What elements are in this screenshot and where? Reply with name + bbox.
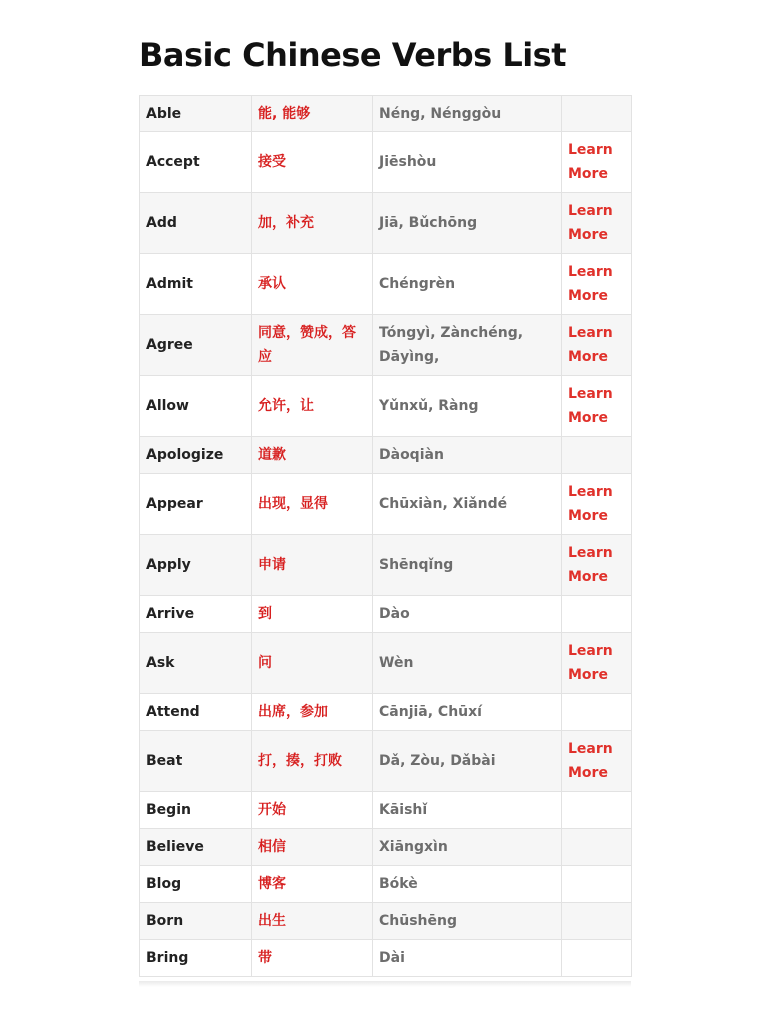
chinese-cell: 道歉 xyxy=(252,437,373,474)
learn-more-link[interactable]: Learn More xyxy=(562,193,632,254)
table-row xyxy=(140,866,632,903)
english-cell: Bring xyxy=(140,940,252,977)
pinyin-cell: Chūshēng xyxy=(373,903,562,940)
link-cell-empty xyxy=(562,903,632,940)
table-bottom-shadow xyxy=(139,981,631,987)
pinyin-cell: Dào xyxy=(373,596,562,633)
pinyin-cell: Dàoqiàn xyxy=(373,437,562,474)
table-row xyxy=(140,254,632,315)
english-cell: Begin xyxy=(140,792,252,829)
table-row xyxy=(140,535,632,596)
pinyin-cell: Néng, Nénggòu xyxy=(373,96,562,132)
english-cell: Ask xyxy=(140,633,252,694)
learn-more-link[interactable]: Learn More xyxy=(562,474,632,535)
pinyin-cell: Bókè xyxy=(373,866,562,903)
learn-more-link[interactable]: Learn More xyxy=(562,376,632,437)
link-cell-empty xyxy=(562,596,632,633)
english-cell: Admit xyxy=(140,254,252,315)
english-cell: Appear xyxy=(140,474,252,535)
table-row xyxy=(140,731,632,792)
link-cell-empty xyxy=(562,694,632,731)
chinese-cell: 相信 xyxy=(252,829,373,866)
chinese-cell: 能, 能够 xyxy=(252,96,373,132)
chinese-cell: 出席，参加 xyxy=(252,694,373,731)
table-row xyxy=(140,694,632,731)
table-row xyxy=(140,940,632,977)
english-cell: Beat xyxy=(140,731,252,792)
english-cell: Apologize xyxy=(140,437,252,474)
table-row xyxy=(140,474,632,535)
english-cell: Arrive xyxy=(140,596,252,633)
english-cell: Blog xyxy=(140,866,252,903)
english-cell: Believe xyxy=(140,829,252,866)
chinese-cell: 同意，赞成，答应 xyxy=(252,315,373,376)
pinyin-cell: Shēnqǐng xyxy=(373,535,562,596)
learn-more-link[interactable]: Learn More xyxy=(562,254,632,315)
chinese-cell: 出生 xyxy=(252,903,373,940)
table-row xyxy=(140,903,632,940)
chinese-cell: 申请 xyxy=(252,535,373,596)
pinyin-cell: Dài xyxy=(373,940,562,977)
chinese-cell: 问 xyxy=(252,633,373,694)
table-row xyxy=(140,193,632,254)
chinese-cell: 允许，让 xyxy=(252,376,373,437)
english-cell: Accept xyxy=(140,132,252,193)
pinyin-cell: Jiā, Bǔchōng xyxy=(373,193,562,254)
chinese-cell: 到 xyxy=(252,596,373,633)
chinese-cell: 出现，显得 xyxy=(252,474,373,535)
pinyin-cell: Cānjiā, Chūxí xyxy=(373,694,562,731)
chinese-cell: 加，补充 xyxy=(252,193,373,254)
link-cell-empty xyxy=(562,437,632,474)
link-cell-empty xyxy=(562,829,632,866)
table-row xyxy=(140,376,632,437)
link-cell-empty xyxy=(562,866,632,903)
pinyin-cell: Wèn xyxy=(373,633,562,694)
table-row xyxy=(140,633,632,694)
learn-more-link[interactable]: Learn More xyxy=(562,132,632,193)
english-cell: Add xyxy=(140,193,252,254)
learn-more-link[interactable]: Learn More xyxy=(562,731,632,792)
table-row xyxy=(140,596,632,633)
page-title: Basic Chinese Verbs List xyxy=(139,36,567,74)
pinyin-cell: Chūxiàn, Xiǎndé xyxy=(373,474,562,535)
pinyin-cell: Kāishǐ xyxy=(373,792,562,829)
chinese-cell: 接受 xyxy=(252,132,373,193)
table-row xyxy=(140,792,632,829)
link-cell-empty xyxy=(562,792,632,829)
table-row xyxy=(140,96,632,132)
chinese-cell: 打，揍，打败 xyxy=(252,731,373,792)
pinyin-cell: Tóngyì, Zànchéng, Dāyìng, xyxy=(373,315,562,376)
chinese-cell: 承认 xyxy=(252,254,373,315)
english-cell: Able xyxy=(140,96,252,132)
pinyin-cell: Xiāngxìn xyxy=(373,829,562,866)
english-cell: Allow xyxy=(140,376,252,437)
table-row xyxy=(140,437,632,474)
link-cell-empty xyxy=(562,96,632,132)
pinyin-cell: Yǔnxǔ, Ràng xyxy=(373,376,562,437)
verbs-table xyxy=(139,95,632,977)
english-cell: Apply xyxy=(140,535,252,596)
pinyin-cell: Chéngrèn xyxy=(373,254,562,315)
table-row xyxy=(140,829,632,866)
chinese-cell: 带 xyxy=(252,940,373,977)
english-cell: Attend xyxy=(140,694,252,731)
chinese-cell: 博客 xyxy=(252,866,373,903)
table-row xyxy=(140,132,632,193)
table-row xyxy=(140,315,632,376)
link-cell-empty xyxy=(562,940,632,977)
learn-more-link[interactable]: Learn More xyxy=(562,535,632,596)
pinyin-cell: Dǎ, Zòu, Dǎbài xyxy=(373,731,562,792)
english-cell: Agree xyxy=(140,315,252,376)
learn-more-link[interactable]: Learn More xyxy=(562,633,632,694)
chinese-cell: 开始 xyxy=(252,792,373,829)
learn-more-link[interactable]: Learn More xyxy=(562,315,632,376)
english-cell: Born xyxy=(140,903,252,940)
pinyin-cell: Jiēshòu xyxy=(373,132,562,193)
